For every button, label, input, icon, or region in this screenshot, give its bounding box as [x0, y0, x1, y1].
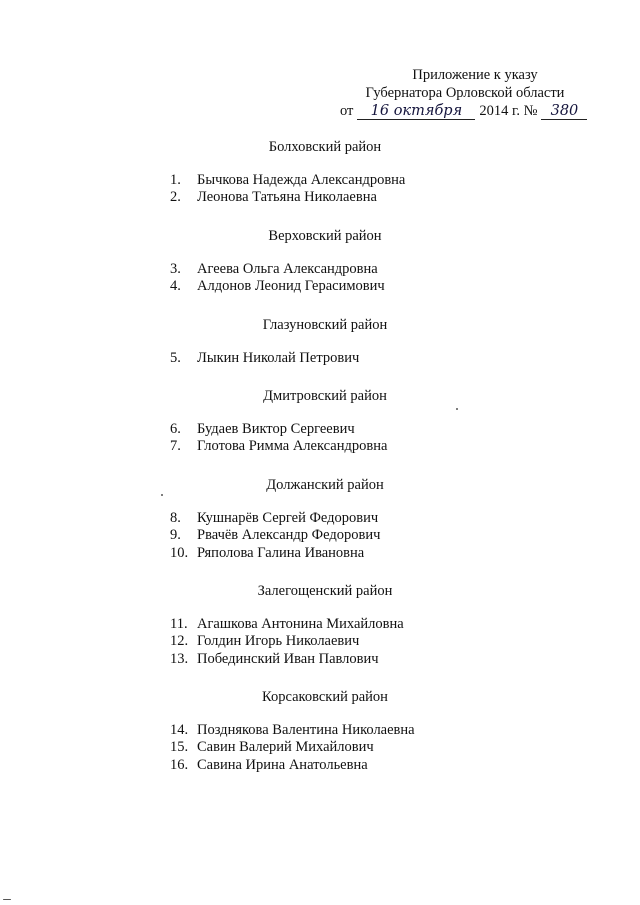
district-section: [170, 387, 480, 456]
list-item: [170, 739, 480, 756]
item-number: 16.: [170, 756, 189, 773]
person-name: Ряполова Галина Ивановна: [197, 544, 365, 561]
person-name: Побединский Иван Павлович: [197, 650, 379, 667]
district-name: Должанский район: [266, 476, 384, 493]
list-item: [170, 633, 480, 650]
list-item: [170, 438, 480, 455]
item-number: 9.: [170, 527, 181, 544]
item-number: 15.: [170, 739, 189, 756]
list-item: [170, 527, 480, 544]
item-number: 8.: [170, 509, 181, 526]
scan-speck: [456, 408, 458, 410]
list-item: [170, 651, 480, 668]
item-number: 12.: [170, 633, 189, 650]
year-label: 2014 г.: [479, 103, 520, 119]
appendix-title: Приложение к указу: [412, 67, 538, 83]
decree-appendix-header: [340, 66, 590, 120]
district-name: Глазуновский район: [262, 316, 388, 333]
item-number: 5.: [170, 349, 181, 366]
date-prefix: от: [340, 103, 354, 119]
person-name: Савин Валерий Михайлович: [197, 739, 374, 756]
scan-speck: [161, 494, 163, 496]
district-name: Корсаковский район: [262, 689, 388, 706]
item-number: 3.: [170, 260, 181, 277]
person-name: Голдин Игорь Николаевич: [197, 633, 360, 650]
person-name: Алдонов Леонид Герасимович: [197, 278, 385, 295]
number-sign: №: [523, 103, 538, 119]
item-number: 4.: [170, 278, 181, 295]
person-list: [170, 261, 480, 296]
district-section: [170, 138, 480, 207]
person-list: [170, 350, 480, 367]
district-section: [170, 582, 480, 668]
district-name: Дмитровский район: [263, 387, 387, 404]
list-item: [170, 616, 480, 633]
item-number: 13.: [170, 650, 189, 667]
person-name: Кушнарёв Сергей Федорович: [197, 509, 379, 526]
district-name: Залегощенский район: [257, 582, 393, 599]
item-number: 2.: [170, 189, 181, 206]
district-name: Верховский район: [268, 227, 382, 244]
item-number: 10.: [170, 544, 189, 561]
person-list: [170, 421, 480, 456]
district-name: Болховский район: [268, 139, 382, 155]
person-name: Будаев Виктор Сергеевич: [197, 420, 355, 437]
item-number: 6.: [170, 420, 181, 437]
list-item: [170, 757, 480, 774]
item-number: 1.: [170, 172, 181, 188]
appendix-issuer: Губернатора Орловской области: [365, 85, 565, 101]
list-item: [170, 261, 480, 278]
person-name: Глотова Римма Александровна: [197, 438, 388, 455]
list-item: [170, 350, 480, 367]
list-item: [170, 172, 480, 189]
list-item: [170, 421, 480, 438]
handwritten-date: 16 октября: [357, 104, 475, 120]
person-name: Савина Ирина Анатольевна: [197, 756, 368, 773]
person-list: [170, 722, 480, 774]
district-section: [170, 688, 480, 774]
list-item: [170, 722, 480, 739]
district-section: [170, 476, 480, 562]
item-number: 11.: [170, 615, 188, 632]
person-name: Рвачёв Александр Федорович: [197, 527, 381, 544]
item-number: 7.: [170, 438, 181, 455]
scan-speck: [3, 899, 11, 900]
list-item: [170, 189, 480, 206]
person-list: [170, 172, 480, 207]
district-section: [170, 227, 480, 296]
district-section: [170, 316, 480, 367]
person-name: Леонова Татьяна Николаевна: [197, 189, 377, 206]
person-name: Позднякова Валентина Николаевна: [197, 722, 415, 739]
person-name: Лыкин Николай Петрович: [197, 349, 360, 366]
list-item: [170, 278, 480, 295]
handwritten-number: 380: [541, 104, 587, 120]
person-list: [170, 616, 480, 668]
person-list: [170, 510, 480, 562]
list-item: [170, 545, 480, 562]
district-list: [170, 138, 480, 794]
item-number: 14.: [170, 722, 189, 739]
list-item: [170, 510, 480, 527]
person-name: Агеева Ольга Александровна: [197, 260, 378, 277]
appendix-date-line: [340, 102, 590, 120]
person-name: Бычкова Надежда Александровна: [197, 172, 406, 188]
person-name: Агашкова Антонина Михайловна: [197, 615, 404, 632]
